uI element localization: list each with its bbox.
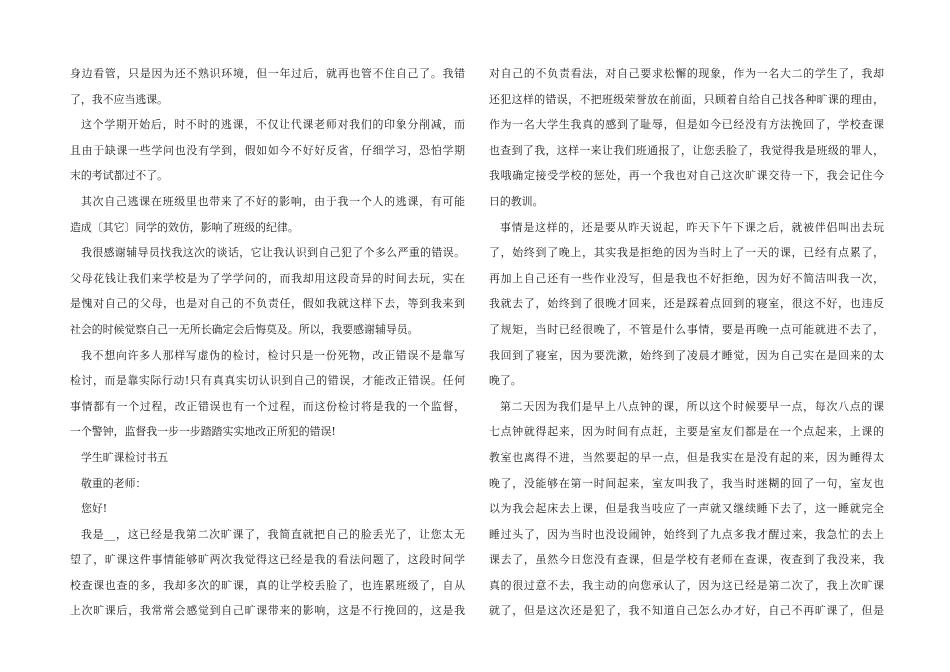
text-line: 造成〔其它〕同学的效仿，影响了班级的纪律。 bbox=[70, 220, 299, 234]
text-line: 社会的时候觉察自己一无所长确定会后悔莫及。所以，我要感谢辅导员。 bbox=[70, 322, 419, 336]
text-line: 晚了，没能够在第一时间起来，室友叫我了，我当时迷糊的回了一句，室友也 bbox=[489, 476, 884, 490]
text-line: 了，我不应当逃课。 bbox=[70, 92, 169, 106]
text-line: 检讨，而是靠实际行动!只有真真实切认识到自己的错误，才能改正错误。任何 bbox=[70, 374, 465, 388]
text-line: 学生旷课检讨书五 bbox=[81, 450, 169, 464]
text-line: 睡过头了，因为当时也没设闹钟，始终到了九点多我才醒过来，我急忙的去上 bbox=[489, 527, 884, 541]
text-line: 您好! bbox=[81, 502, 108, 516]
text-line: 还犯这样的错误，不把班级荣誉放在前面，只顾着自给自己找各种旷课的理由， bbox=[489, 92, 884, 106]
text-line: 父母花钱让我们来学校是为了学学问的，而我却用这段奇异的时间去玩，实在 bbox=[70, 271, 465, 285]
text-line: 真的很过意不去，我主动的向您承认了，因为这已经是第二次了，我上次旷课 bbox=[489, 578, 884, 592]
text-line: 作为一名大学生我真的感到了耻辱，但是如今已经没有方法挽回了，学校查课 bbox=[489, 118, 884, 132]
text-line: 第二天因为我们是早上八点钟的课，所以这个时候要早一点，每次八点的课 bbox=[500, 399, 884, 413]
left-text-column bbox=[70, 61, 465, 624]
text-line: 末的考试都过不了。 bbox=[70, 169, 169, 183]
text-line: 望了，旷课这件事情能够旷两次我觉得这已经是我的看法问题了，这段时间学 bbox=[70, 553, 465, 567]
text-line: 我不想向许多人那样写虚伪的检讨，检讨只是一份死物，改正错误不是靠写 bbox=[81, 348, 465, 362]
text-line: 且由于缺课一些学问也没有学到，假如如今不好好反省，仔细学习，恐怕学期 bbox=[70, 143, 465, 157]
text-line: 是愧对自己的父母，也是对自己的不负责任，假如我就这样下去，等到我来到 bbox=[70, 297, 465, 311]
text-line: 我就去了，始终到了很晚才回来，还是踩着点回到的寝室，很这不好，也违反 bbox=[489, 297, 884, 311]
text-line: 了规矩，当时已经很晚了，不管是什么事情，要是再晚一点可能就进不去了， bbox=[489, 322, 884, 336]
text-line: 对自己的不负责看法，对自己要求松懈的现象，作为一名大二的学生了，我却 bbox=[489, 67, 884, 80]
text-line: 我哦确定接受学校的惩处，再一个我也对自己这次旷课交待一下，我会记住今 bbox=[489, 169, 884, 183]
text-line: 一个警钟，监督我一步一步踏踏实实地改正所犯的错误! bbox=[70, 425, 336, 439]
text-line: 日的教训。 bbox=[489, 194, 544, 208]
text-line: 了，始终到了晚上，其实我是拒绝的因为当时上了一天的课，已经有点累了， bbox=[489, 246, 884, 260]
text-line: 我是__，这已经是我第二次旷课了，我简直就把自己的脸丢光了，让您太无 bbox=[81, 527, 465, 541]
text-line: 敬重的老师： bbox=[81, 476, 147, 490]
text-line: 其次自己逃课在班级里也带来了不好的影响，由于我一个人的逃课，有可能 bbox=[81, 194, 465, 208]
text-line: 教室也离得不进，当然要起的早一点，但是我实在是没有起的来，因为睡得太 bbox=[489, 450, 884, 464]
text-line: 七点钟就得起来，因为时间有点赶，主要是室友们都是在一个点起来，上课的 bbox=[489, 425, 884, 439]
text-line: 我很感谢辅导员找我这次的谈话，它让我认识到自己犯了个多么严重的错误。 bbox=[81, 246, 465, 260]
text-line: 也查到了我，这样一来让我们班通报了，让您丢脸了，我觉得我是班级的罪人， bbox=[489, 143, 884, 157]
text-line: 课去了，虽然今日您没有查课，但是学校有老师在查课，夜查到了我没来，我 bbox=[489, 553, 884, 567]
text-line: 上次旷课后，我常常会感觉到自己旷课带来的影响，这是不行挽回的，这是我 bbox=[70, 604, 465, 618]
text-line: 我回到了寝室，因为要洗漱，始终到了凌晨才睡觉，因为自己实在是回来的太 bbox=[489, 348, 884, 362]
text-line: 校查课也查的多，我却多次的旷课，真的让学校丢脸了，也连累班级了，自从 bbox=[70, 578, 465, 592]
text-line: 事情都有一个过程，改正错误也有一个过程，而这份检讨将是我的一个监督， bbox=[70, 399, 465, 413]
text-line: 这个学期开始后，时不时的逃课，不仅让代课老师对我们的印象分削减，而 bbox=[81, 118, 465, 132]
text-line: 就了，但是这次还是犯了，我不知道自己怎么办才好，自己不再旷课了，但是 bbox=[489, 604, 884, 618]
right-text-column bbox=[489, 61, 884, 624]
text-line: 身边看管，只是因为还不熟识环境，但一年过后，就再也管不住自己了。我错 bbox=[70, 67, 465, 80]
text-line: 再加上自己还有一些作业没写，但是我也不好拒绝，因为好不简洁叫我一次， bbox=[489, 271, 884, 285]
text-line: 晚了。 bbox=[489, 374, 522, 388]
text-line: 事情是这样的，还是要从昨天说起，昨天下午下课之后，就被伴侣叫出去玩 bbox=[500, 220, 884, 234]
text-line: 以为我会起床去上课，但是我当吱应了一声就又继续睡下去了，这一睡就完全 bbox=[489, 502, 884, 516]
